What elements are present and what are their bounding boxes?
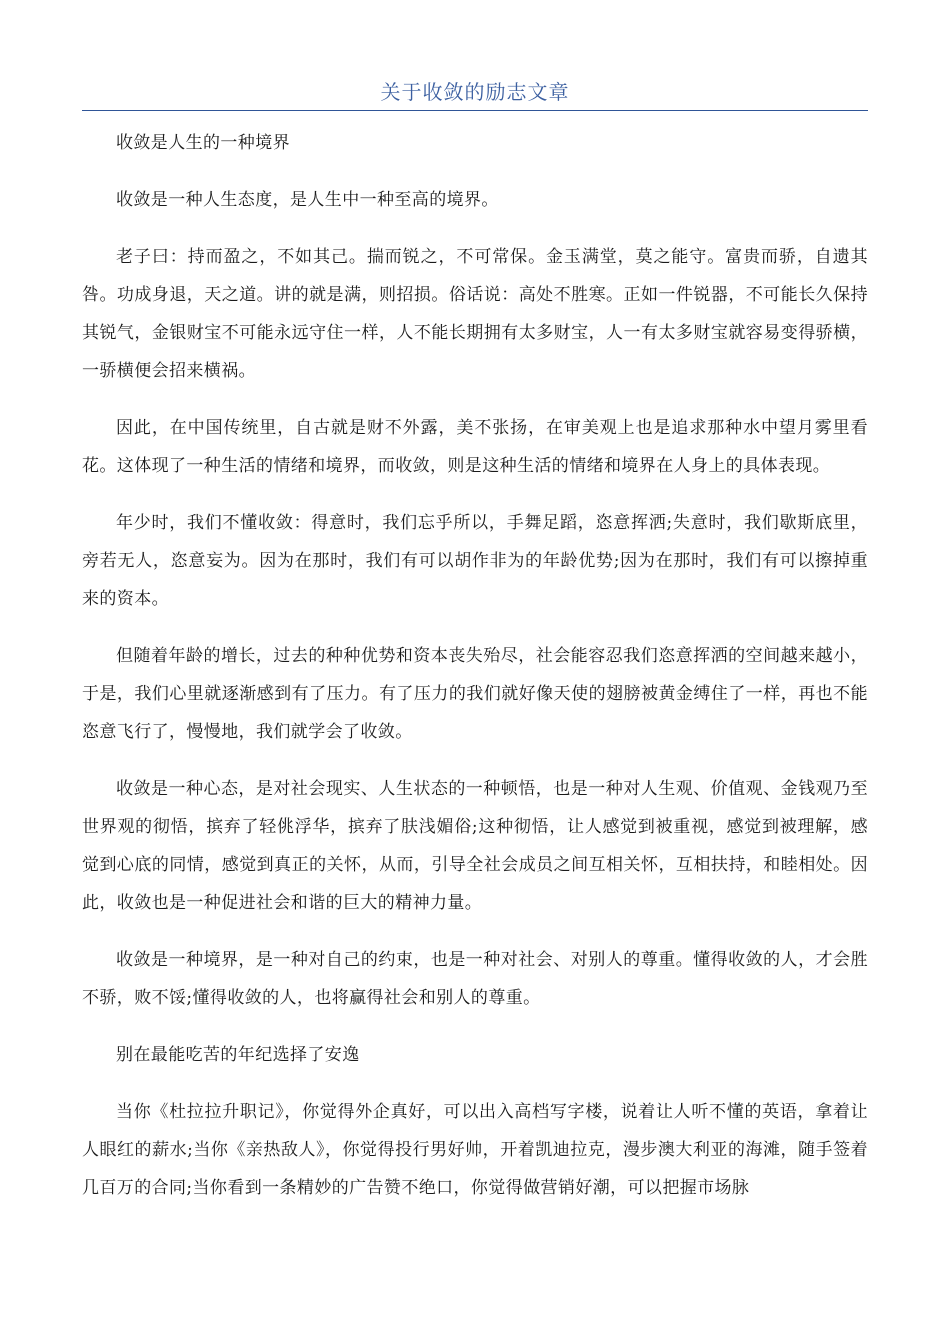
paragraph: 收敛是一种人生态度，是人生中一种至高的境界。 (116, 190, 499, 210)
document-header (82, 78, 868, 111)
paragraph: 收敛是一种心态，是对社会现实、人生状态的一种顿悟，也是一种对人生观、价值观、金钱观乃至世界观的彻悟，摈弃了轻佻浮华，摈弃了肤浅媚俗;这种彻悟，让人感觉到被重视，感觉到被理解，感觉到心底的同情，感觉到真正的关怀，从而，引导全社会成员之间互相关怀，互相扶持，和睦相处。因此，收敛也是一种促进社会和谐的巨大的精神力量。 (82, 779, 868, 913)
section-heading: 收敛是人生的一种境界 (116, 133, 290, 153)
paragraph: 收敛是一种境界，是一种对自己的约束，也是一种对社会、对别人的尊重。懂得收敛的人，才会胜不骄，败不馁;懂得收敛的人，也将赢得社会和别人的尊重。 (82, 950, 868, 1008)
paragraph: 老子曰：持而盈之，不如其己。揣而锐之，不可常保。金玉满堂，莫之能守。富贵而骄，自遗其咎。功成身退，天之道。讲的就是满，则招损。俗话说：高处不胜寒。正如一件锐器，不可能长久保持其锐气，金银财宝不可能永远守住一样，人不能长期拥有太多财宝，人一有太多财宝就容易变得骄横，一骄横便会招来横祸。 (82, 247, 868, 381)
paragraph: 当你《杜拉拉升职记》，你觉得外企真好，可以出入高档写字楼，说着让人听不懂的英语，拿着让人眼红的薪水;当你《亲热敌人》，你觉得投行男好帅，开着凯迪拉克，漫步澳大利亚的海滩，随手签着几百万的合同;当你看到一条精妙的广告赞不绝口，你觉得做营销好潮，可以把握市场脉 (82, 1102, 868, 1198)
document-title: 关于收敛的励志文章 (380, 80, 570, 104)
paragraph: 但随着年龄的增长，过去的种种优势和资本丧失殆尽，社会能容忍我们恣意挥洒的空间越来越小，于是，我们心里就逐渐感到有了压力。有了压力的我们就好像天使的翅膀被黄金缚住了一样，再也不能恣意飞行了，慢慢地，我们就学会了收敛。 (82, 646, 868, 742)
document-body (82, 124, 868, 1226)
paragraph: 年少时，我们不懂收敛：得意时，我们忘乎所以，手舞足蹈，恣意挥洒;失意时，我们歇斯底里，旁若无人，恣意妄为。因为在那时，我们有可以胡作非为的年龄优势;因为在那时，我们有可以擦掉重来的资本。 (82, 513, 868, 609)
paragraph: 因此，在中国传统里，自古就是财不外露，美不张扬，在审美观上也是追求那种水中望月雾里看花。这体现了一种生活的情绪和境界，而收敛，则是这种生活的情绪和境界在人身上的具体表现。 (82, 418, 868, 476)
section-heading: 别在最能吃苦的年纪选择了安逸 (116, 1045, 360, 1065)
